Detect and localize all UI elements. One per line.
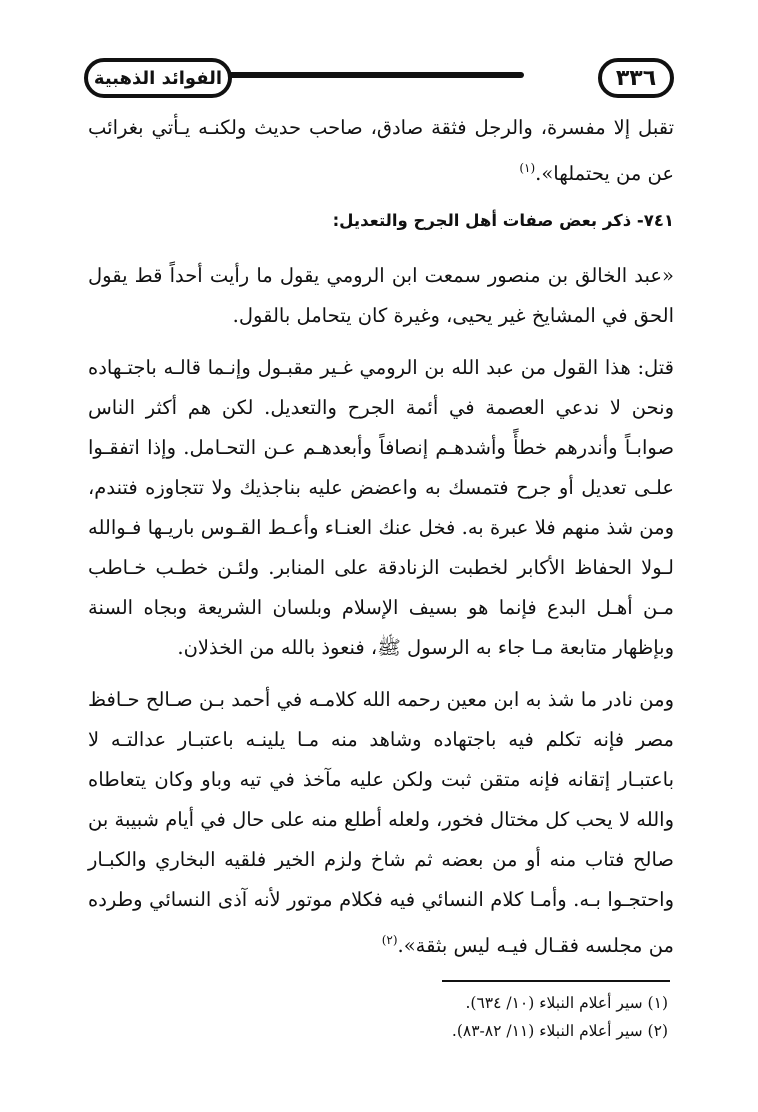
paragraph-continuation (88, 108, 674, 194)
running-header (84, 58, 674, 94)
footnote-divider (442, 980, 670, 982)
footnote-ref-1: (١) (519, 161, 536, 175)
section-heading: ٧٤١- ذكر بعض صفات أهل الجرح والتعديل: (332, 211, 674, 230)
paragraph-continuation-text: تقبل إلا مفسرة، والرجل فثقة صادق، صاحب حديث ولكنـه يـأتي بغرائب عن من يحتملها». (88, 116, 674, 185)
footnote-2: (٢) سير أعلام النبلاء (١١/ ٨٢-٨٣). (451, 1022, 668, 1040)
footnote-ref-2: (٢) (381, 933, 398, 947)
paragraph-nadir-text: ومن نادر ما شذ به ابن معين رحمه الله كلامـه في أحمد بـن صـالح حـافظ مصر فإنه تكلم فيه باجتهاده وشاهد منه مـا يلينـه باعتبـار عدالتـه لا باعتبـار إتقانه فإنه متقن ثبت ولكن عليه مآخذ في تيه وباو وكان يتعاطاه والله لا يحب كل مختال فخور، ولعله أطلع منه على حال في أيام شبيبة بن صالح فتاب منه أو من بعضه ثم شاخ ولزم الخير فلقيه البخاري والكبـار واحتجـوا بـه. وأمـا كلام النسائي فيه فكلام موتور لأنه آذى النسائي وطرده من مجلسه فقـال فيـه ليس بثقة». (88, 688, 674, 957)
footnote-1: (١) سير أعلام النبلاء (١٠/ ٦٣٤). (465, 994, 668, 1012)
page-number: ٣٣٦ (598, 58, 674, 98)
book-title: الفوائد الذهبية (84, 58, 232, 98)
paragraph-quote: «عبد الخالق بن منصور سمعت ابن الرومي يقول ما رأيت أحداً قط يقول الحق في المشايخ غير يحيى، وغيرة كان يتحامل بالقول. (88, 264, 674, 327)
page-body (88, 108, 674, 966)
paragraph-nadir (88, 680, 674, 966)
footnotes (108, 989, 668, 1045)
paragraph-qultu: قتل: هذا القول من عبد الله بن الرومي غـير مقبـول وإنـما قالـه باجتـهاده ونحن لا ندعي العصمة في أئمة الجرح والتعديل. لكن هم أكثر الناس صوابـاً وأندرهم خطأً وأشدهـم إنصافاً وأبعدهـم عـن التحـامل. وإذا اتفقـوا علـى تعديل أو جرح فتمسك به واعضض عليه بناجذيك ولا تتجاوزه فتندم، ومن شذ منهم فلا عبرة به. فخل عنك العنـاء وأعـط القـوس باريـها فـوالله لـولا الحفاظ الأكابر لخطبت الزنادقة على المنابر. ولئـن خطـب خـاطب مـن أهـل البدع فإنما هو بسيف الإسلام وبلسان الشريعة وبجاه السنة وبإظهار متابعة مـا جاء به الرسول ﷺ، فنعوذ بالله من الخذلان. (88, 356, 674, 659)
